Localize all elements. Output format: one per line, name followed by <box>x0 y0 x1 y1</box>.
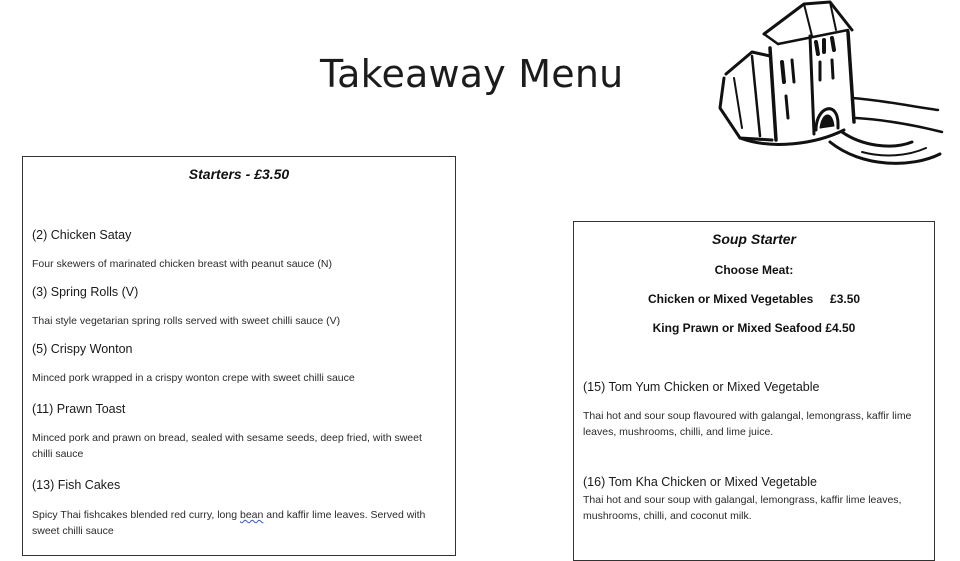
spellcheck-marked-word: bean <box>239 509 264 521</box>
soup-item-name: (16) Tom Kha Chicken or Mixed Vegetable <box>583 475 817 489</box>
starter-item-desc: Thai style vegetarian spring rolls served with sweet chilli sauce (V) <box>32 315 341 327</box>
soup-item-desc: Thai hot and sour soup flavoured with galangal, lemongrass, kaffir lime leaves, mushrooms, chilli, and lime juice. <box>583 410 912 438</box>
choose-meat-label: Choose Meat: <box>714 263 794 277</box>
starter-item-name: (3) Spring Rolls (V) <box>32 285 139 299</box>
price-line: Chicken or Mixed Vegetables £3.50 <box>647 292 861 306</box>
soup-heading: Soup Starter <box>711 231 796 247</box>
starter-item-name: (2) Chicken Satay <box>32 228 132 242</box>
price-line: King Prawn or Mixed Seafood £4.50 <box>652 321 856 335</box>
starters-section <box>22 156 456 556</box>
page-title: Takeaway Menu <box>320 52 624 96</box>
starter-item-desc: Four skewers of marinated chicken breast with peanut sauce (N) <box>32 258 332 270</box>
starter-item-name: (13) Fish Cakes <box>32 478 121 492</box>
starter-item-desc: Minced pork wrapped in a crispy wonton crepe with sweet chilli sauce <box>32 372 355 384</box>
starter-item-name: (5) Crispy Wonton <box>32 342 133 356</box>
soup-item-name: (15) Tom Yum Chicken or Mixed Vegetable <box>583 380 820 394</box>
building-sketch-icon <box>712 0 948 172</box>
starters-heading: Starters - £3.50 <box>188 166 290 182</box>
starter-item-desc <box>32 507 452 539</box>
desc-text: Spicy Thai fishcakes blended red curry, long <box>32 509 240 521</box>
desc-text: and kaffir lime leaves. Served with sweet chilli sauce <box>32 509 426 537</box>
starter-item-desc: Minced pork and prawn on bread, sealed with sesame seeds, deep fried, with sweet chilli sauce <box>32 432 422 460</box>
starter-item-name: (11) Prawn Toast <box>32 402 126 416</box>
soup-item-desc: Thai hot and sour soup with galangal, lemongrass, kaffir lime leaves, mushrooms, chilli, and coconut milk. <box>583 494 902 522</box>
soup-section <box>573 221 935 561</box>
